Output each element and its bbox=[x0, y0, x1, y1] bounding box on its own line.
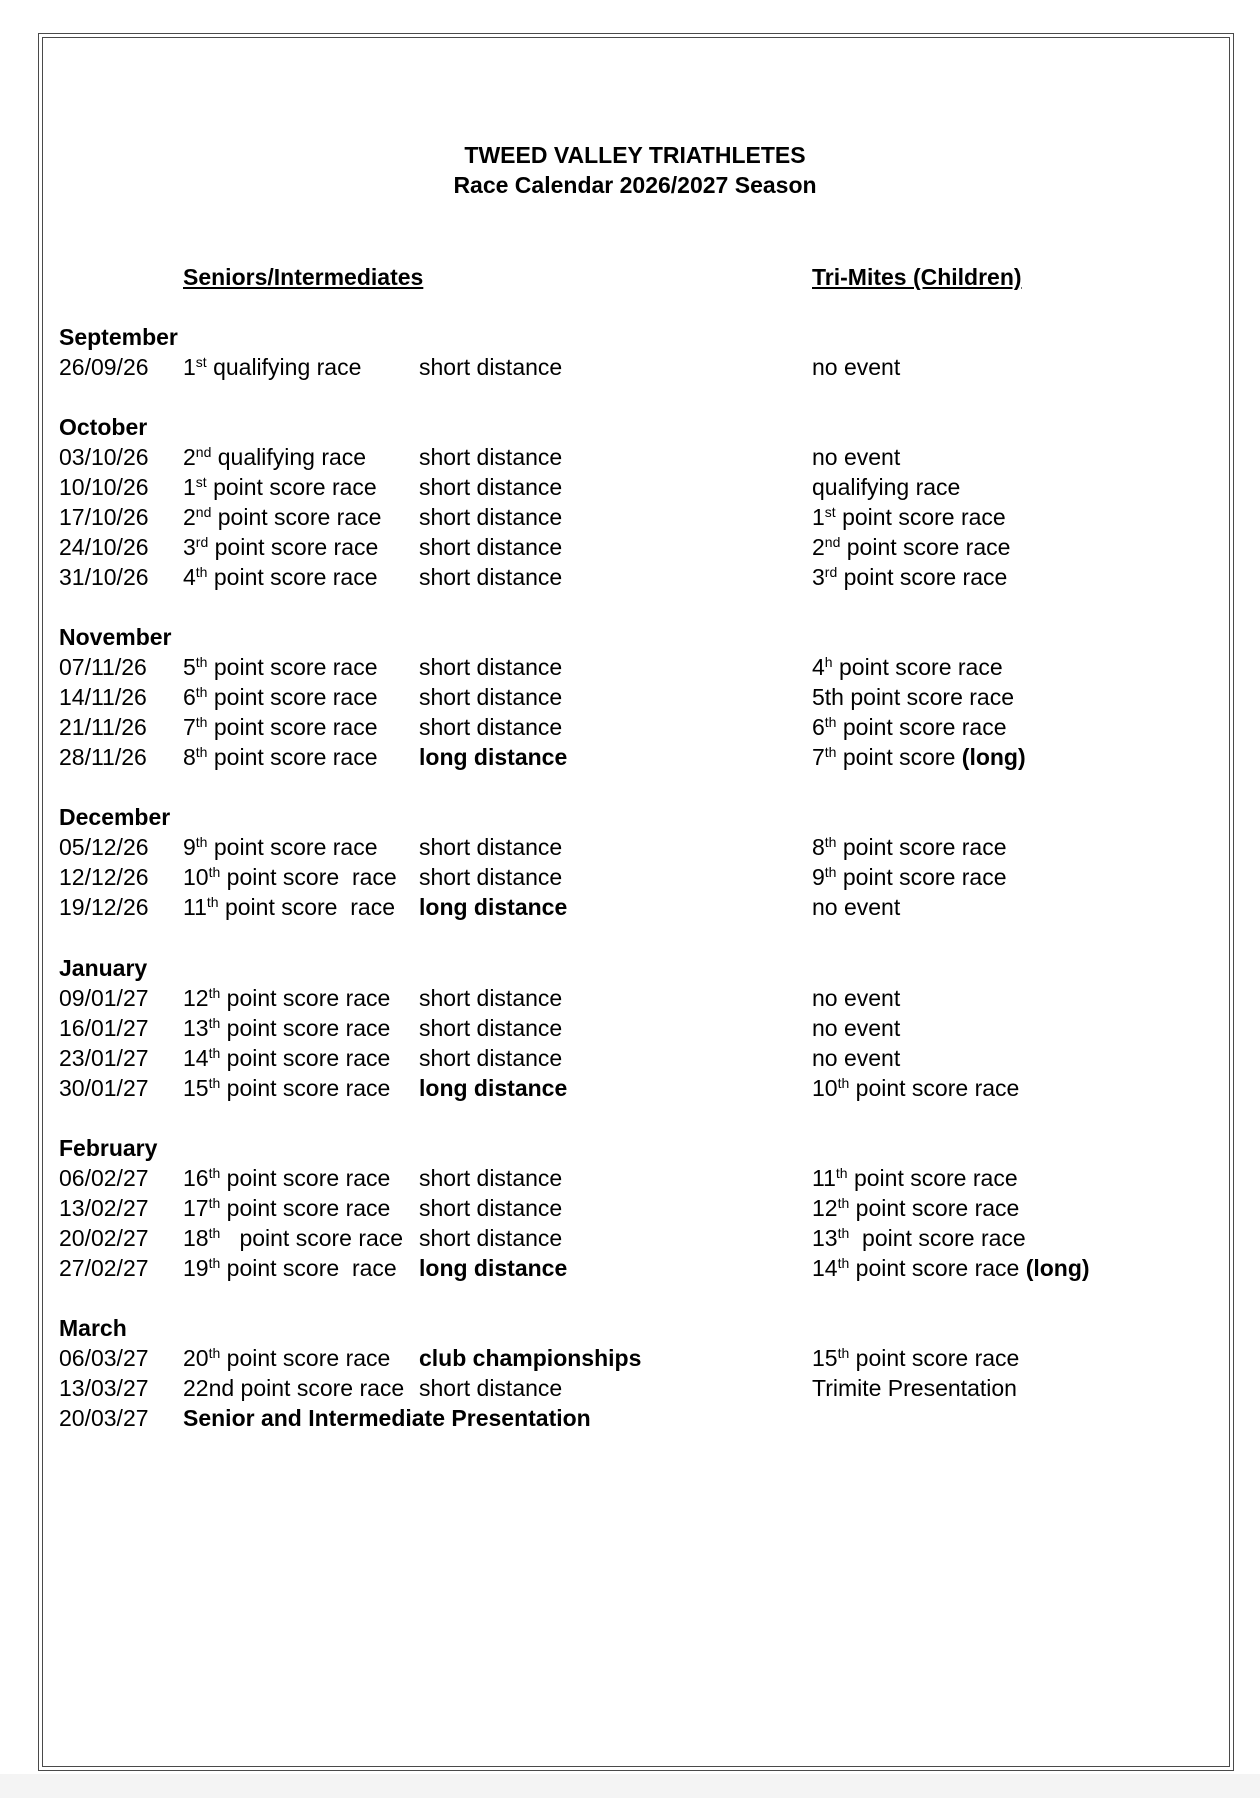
table-row bbox=[0, 1013, 1260, 1043]
senior-event bbox=[183, 502, 381, 532]
senior-event-ordinal: rd bbox=[195, 534, 209, 550]
senior-distance: short distance bbox=[419, 1225, 563, 1251]
senior-distance: short distance bbox=[419, 1045, 563, 1071]
kids-event-number: 7 bbox=[812, 744, 825, 770]
senior-event bbox=[183, 652, 378, 682]
race-date: 19/12/26 bbox=[59, 894, 149, 920]
kids-event bbox=[812, 682, 1014, 712]
senior-distance: club championships bbox=[419, 1345, 642, 1371]
month-heading: September bbox=[59, 324, 178, 350]
senior-event-text: point score race bbox=[220, 1075, 391, 1101]
senior-event-text: point score race bbox=[211, 504, 382, 530]
senior-event-text: point score race bbox=[220, 864, 397, 890]
senior-event-ordinal: th bbox=[195, 744, 208, 760]
race-date: 24/10/26 bbox=[59, 534, 149, 560]
kids-event-text: 5th point score race bbox=[812, 684, 1015, 710]
kids-event-ordinal: th bbox=[837, 1255, 850, 1271]
senior-event-ordinal: th bbox=[208, 1165, 221, 1181]
senior-event-text: point score race bbox=[206, 474, 377, 500]
senior-event-text: point score race bbox=[207, 564, 378, 590]
senior-event bbox=[183, 682, 378, 712]
race-date: 07/11/26 bbox=[59, 654, 147, 680]
race-date: 16/01/27 bbox=[59, 1015, 149, 1041]
table-row bbox=[0, 983, 1260, 1013]
senior-distance: short distance bbox=[419, 684, 563, 710]
senior-event-number: 4 bbox=[183, 564, 196, 590]
kids-event bbox=[812, 832, 1007, 862]
senior-event bbox=[183, 1373, 404, 1403]
senior-event-text: point score race bbox=[207, 714, 378, 740]
senior-event-ordinal: st bbox=[195, 474, 207, 490]
table-row bbox=[0, 1373, 1260, 1403]
table-row bbox=[0, 1223, 1260, 1253]
kids-event-text: point score race bbox=[849, 1195, 1020, 1221]
kids-event bbox=[812, 352, 900, 382]
kids-event bbox=[812, 1013, 900, 1043]
table-row bbox=[0, 352, 1260, 382]
kids-event-number: 3 bbox=[812, 564, 825, 590]
kids-event bbox=[812, 472, 960, 502]
kids-event-ordinal: th bbox=[837, 1345, 850, 1361]
senior-distance: short distance bbox=[419, 864, 563, 890]
senior-event-text: point score race bbox=[220, 1255, 397, 1281]
senior-event-text: point score race bbox=[207, 744, 378, 770]
kids-event-text: qualifying race bbox=[812, 474, 961, 500]
kids-event bbox=[812, 1373, 1017, 1403]
table-row bbox=[0, 1403, 1260, 1433]
kids-event-text: point score race bbox=[849, 1225, 1026, 1251]
kids-event bbox=[812, 1043, 900, 1073]
senior-event-number: 20 bbox=[183, 1345, 209, 1371]
viewer-background bbox=[0, 1774, 1260, 1798]
race-date: 20/03/27 bbox=[59, 1405, 149, 1431]
month-heading: January bbox=[59, 955, 148, 981]
senior-event-text: qualifying race bbox=[211, 444, 367, 470]
senior-event-ordinal: th bbox=[195, 834, 208, 850]
column-header-kids: Tri-Mites (Children) bbox=[812, 264, 1022, 290]
table-row bbox=[0, 1253, 1260, 1283]
kids-event bbox=[812, 712, 1007, 742]
senior-event-text: qualifying race bbox=[206, 354, 362, 380]
kids-event-text: no event bbox=[812, 894, 901, 920]
race-date: 06/03/27 bbox=[59, 1345, 149, 1371]
senior-event-text: point score race bbox=[207, 654, 378, 680]
document-title: TWEED VALLEY TRIATHLETES bbox=[464, 142, 806, 168]
kids-event-number: 13 bbox=[812, 1225, 838, 1251]
senior-event-number: 11 bbox=[183, 894, 207, 920]
kids-event-long-flag: (long) bbox=[1025, 1255, 1090, 1281]
table-row bbox=[0, 862, 1260, 892]
kids-event-ordinal: nd bbox=[824, 534, 841, 550]
senior-distance: short distance bbox=[419, 444, 563, 470]
senior-event bbox=[183, 1073, 390, 1103]
month-heading: December bbox=[59, 804, 171, 830]
kids-event-ordinal: th bbox=[837, 1075, 850, 1091]
senior-event bbox=[183, 442, 366, 472]
senior-event-number: 17 bbox=[183, 1195, 209, 1221]
senior-distance: short distance bbox=[419, 654, 563, 680]
kids-event-text: point score race bbox=[847, 1165, 1018, 1191]
kids-event bbox=[812, 652, 1003, 682]
senior-distance: short distance bbox=[419, 1195, 563, 1221]
senior-event-number: 3 bbox=[183, 534, 196, 560]
senior-event-number: 2 bbox=[183, 504, 196, 530]
table-row bbox=[0, 1343, 1260, 1373]
race-date: 31/10/26 bbox=[59, 564, 149, 590]
senior-distance: short distance bbox=[419, 1165, 563, 1191]
race-date: 23/01/27 bbox=[59, 1045, 149, 1071]
kids-event-number: 15 bbox=[812, 1345, 838, 1371]
senior-event-number: 2 bbox=[183, 444, 196, 470]
kids-event bbox=[812, 1253, 1090, 1283]
senior-distance: long distance bbox=[419, 894, 568, 920]
senior-event-text: point score race bbox=[207, 834, 378, 860]
senior-event-text: point score race bbox=[220, 1165, 391, 1191]
kids-event-text: point score race bbox=[849, 1075, 1020, 1101]
table-row bbox=[0, 1043, 1260, 1073]
senior-event-number: 19 bbox=[183, 1255, 209, 1281]
race-date: 20/02/27 bbox=[59, 1225, 149, 1251]
senior-event-ordinal: th bbox=[195, 654, 208, 670]
race-date: 27/02/27 bbox=[59, 1255, 149, 1281]
senior-event-number: 14 bbox=[183, 1045, 209, 1071]
kids-event-text: no event bbox=[812, 444, 901, 470]
senior-event-text: 22nd point score race bbox=[183, 1375, 405, 1401]
month-heading: November bbox=[59, 624, 172, 650]
month-heading: March bbox=[59, 1315, 127, 1341]
senior-event bbox=[183, 1403, 591, 1433]
senior-event-number: 13 bbox=[183, 1015, 209, 1041]
kids-event bbox=[812, 1343, 1019, 1373]
race-date: 17/10/26 bbox=[59, 504, 149, 530]
race-date: 13/03/27 bbox=[59, 1375, 149, 1401]
senior-event-text: point score race bbox=[220, 1195, 391, 1221]
kids-event-number: 8 bbox=[812, 834, 825, 860]
table-row bbox=[0, 1073, 1260, 1103]
kids-event-number: 10 bbox=[812, 1075, 838, 1101]
document-subtitle: Race Calendar 2026/2027 Season bbox=[453, 172, 817, 198]
table-row bbox=[0, 532, 1260, 562]
senior-event-text: Senior and Intermediate Presentation bbox=[183, 1405, 591, 1431]
senior-event bbox=[183, 1013, 390, 1043]
kids-event-text: point score race bbox=[832, 654, 1003, 680]
kids-event bbox=[812, 442, 900, 472]
table-row bbox=[0, 472, 1260, 502]
senior-event-number: 9 bbox=[183, 834, 196, 860]
senior-event-ordinal: th bbox=[208, 864, 221, 880]
senior-event-number: 5 bbox=[183, 654, 196, 680]
kids-event bbox=[812, 1073, 1019, 1103]
senior-event-number: 15 bbox=[183, 1075, 209, 1101]
race-date: 10/10/26 bbox=[59, 474, 149, 500]
senior-event bbox=[183, 1163, 390, 1193]
kids-event bbox=[812, 1163, 1018, 1193]
race-date: 12/12/26 bbox=[59, 864, 149, 890]
kids-event-text: point score race bbox=[836, 714, 1007, 740]
kids-event-number: 1 bbox=[812, 504, 825, 530]
table-row bbox=[0, 502, 1260, 532]
race-date: 28/11/26 bbox=[59, 744, 147, 770]
senior-event-number: 12 bbox=[183, 985, 209, 1011]
senior-event bbox=[183, 1043, 390, 1073]
table-row bbox=[0, 1163, 1260, 1193]
senior-distance: short distance bbox=[419, 1015, 563, 1041]
kids-event-number: 12 bbox=[812, 1195, 838, 1221]
senior-event-text: point score race bbox=[220, 985, 391, 1011]
senior-event bbox=[183, 1343, 390, 1373]
senior-event-text: point score race bbox=[220, 1225, 404, 1251]
senior-event-ordinal: th bbox=[208, 1195, 221, 1211]
kids-event-ordinal: th bbox=[837, 1225, 850, 1241]
senior-event bbox=[183, 983, 390, 1013]
race-date: 05/12/26 bbox=[59, 834, 149, 860]
kids-event-text: Trimite Presentation bbox=[812, 1375, 1017, 1401]
senior-event-number: 8 bbox=[183, 744, 196, 770]
senior-event-number: 7 bbox=[183, 714, 196, 740]
senior-event-number: 1 bbox=[183, 474, 196, 500]
table-row bbox=[0, 712, 1260, 742]
senior-distance: long distance bbox=[419, 1255, 568, 1281]
table-row bbox=[0, 892, 1260, 922]
race-date: 13/02/27 bbox=[59, 1195, 149, 1221]
senior-event-text: point score race bbox=[220, 1045, 391, 1071]
kids-event-ordinal: th bbox=[824, 744, 837, 760]
race-date: 21/11/26 bbox=[59, 714, 147, 740]
senior-event-text: point score race bbox=[220, 1015, 391, 1041]
senior-event-ordinal: th bbox=[208, 985, 221, 1001]
senior-event bbox=[183, 712, 378, 742]
senior-event-ordinal: th bbox=[208, 1045, 221, 1061]
table-row bbox=[0, 832, 1260, 862]
kids-event bbox=[812, 1193, 1019, 1223]
senior-event bbox=[183, 832, 378, 862]
senior-event bbox=[183, 1223, 403, 1253]
title-block bbox=[0, 140, 1260, 200]
senior-event-text: point score race bbox=[220, 1345, 391, 1371]
kids-event-text: point score race bbox=[849, 1345, 1020, 1371]
kids-event-number: 6 bbox=[812, 714, 825, 740]
senior-event-number: 6 bbox=[183, 684, 196, 710]
month-heading: October bbox=[59, 414, 148, 440]
kids-event-number: 4 bbox=[812, 654, 825, 680]
senior-event-ordinal: th bbox=[208, 1345, 221, 1361]
month-heading: February bbox=[59, 1135, 158, 1161]
kids-event-number: 11 bbox=[812, 1165, 836, 1191]
senior-distance: short distance bbox=[419, 564, 563, 590]
kids-event-text: point score race bbox=[836, 834, 1007, 860]
kids-event-text: point score bbox=[836, 744, 962, 770]
kids-event bbox=[812, 532, 1010, 562]
senior-event-ordinal: nd bbox=[195, 444, 212, 460]
kids-event-number: 14 bbox=[812, 1255, 838, 1281]
senior-event bbox=[183, 1253, 397, 1283]
kids-event bbox=[812, 862, 1007, 892]
senior-event-text: point score race bbox=[207, 684, 378, 710]
kids-event bbox=[812, 983, 900, 1013]
kids-event-ordinal: th bbox=[824, 864, 837, 880]
kids-event bbox=[812, 1223, 1026, 1253]
senior-event bbox=[183, 352, 361, 382]
kids-event-ordinal: th bbox=[824, 714, 837, 730]
senior-event-ordinal: st bbox=[195, 354, 207, 370]
kids-event-number: 9 bbox=[812, 864, 825, 890]
senior-distance: short distance bbox=[419, 534, 563, 560]
kids-event-ordinal: h bbox=[824, 654, 833, 670]
senior-event bbox=[183, 892, 395, 922]
senior-event bbox=[183, 562, 378, 592]
senior-event-number: 16 bbox=[183, 1165, 209, 1191]
kids-event-text: point score race bbox=[837, 564, 1008, 590]
race-date: 06/02/27 bbox=[59, 1165, 149, 1191]
senior-event-number: 18 bbox=[183, 1225, 209, 1251]
senior-distance: short distance bbox=[419, 714, 563, 740]
senior-event-number: 1 bbox=[183, 354, 196, 380]
kids-event-text: point score race bbox=[840, 534, 1011, 560]
kids-event-text: point score race bbox=[835, 504, 1006, 530]
column-header-seniors: Seniors/Intermediates bbox=[183, 264, 424, 290]
senior-event-ordinal: th bbox=[208, 1075, 221, 1091]
senior-distance: long distance bbox=[419, 1075, 568, 1101]
senior-event bbox=[183, 532, 378, 562]
senior-event-ordinal: th bbox=[208, 1015, 221, 1031]
senior-event-ordinal: th bbox=[195, 684, 208, 700]
kids-event-ordinal: rd bbox=[824, 564, 838, 580]
senior-event-ordinal: th bbox=[208, 1255, 221, 1271]
senior-event-ordinal: nd bbox=[195, 504, 212, 520]
senior-event bbox=[183, 472, 377, 502]
kids-event-text: point score race bbox=[836, 864, 1007, 890]
kids-event-text: no event bbox=[812, 985, 901, 1011]
race-date: 26/09/26 bbox=[59, 354, 149, 380]
senior-distance: short distance bbox=[419, 985, 563, 1011]
senior-event-ordinal: th bbox=[195, 564, 208, 580]
senior-distance: short distance bbox=[419, 474, 563, 500]
table-row bbox=[0, 562, 1260, 592]
kids-event-ordinal: th bbox=[824, 834, 837, 850]
senior-event bbox=[183, 862, 397, 892]
race-date: 03/10/26 bbox=[59, 444, 149, 470]
kids-event-long-flag: (long) bbox=[961, 744, 1026, 770]
senior-event bbox=[183, 1193, 390, 1223]
race-date: 30/01/27 bbox=[59, 1075, 149, 1101]
table-row bbox=[0, 442, 1260, 472]
senior-distance: short distance bbox=[419, 354, 563, 380]
kids-event bbox=[812, 892, 900, 922]
table-row bbox=[0, 1193, 1260, 1223]
table-row bbox=[0, 682, 1260, 712]
kids-event-text: no event bbox=[812, 1015, 901, 1041]
senior-event-ordinal: th bbox=[208, 1225, 221, 1241]
senior-event bbox=[183, 742, 378, 772]
senior-distance: short distance bbox=[419, 1375, 563, 1401]
senior-event-ordinal: th bbox=[195, 714, 208, 730]
senior-distance: short distance bbox=[419, 504, 563, 530]
kids-event-text: point score race bbox=[849, 1255, 1026, 1281]
table-row bbox=[0, 742, 1260, 772]
kids-event bbox=[812, 562, 1007, 592]
kids-event bbox=[812, 502, 1006, 532]
senior-distance: long distance bbox=[419, 744, 568, 770]
kids-event-ordinal: st bbox=[824, 504, 836, 520]
senior-distance: short distance bbox=[419, 834, 563, 860]
kids-event bbox=[812, 742, 1026, 772]
race-date: 14/11/26 bbox=[59, 684, 147, 710]
race-date: 09/01/27 bbox=[59, 985, 149, 1011]
kids-event-number: 2 bbox=[812, 534, 825, 560]
table-row bbox=[0, 652, 1260, 682]
senior-event-text: point score race bbox=[208, 534, 379, 560]
senior-event-ordinal: th bbox=[206, 894, 219, 910]
kids-event-ordinal: th bbox=[837, 1195, 850, 1211]
kids-event-text: no event bbox=[812, 354, 901, 380]
kids-event-ordinal: th bbox=[835, 1165, 848, 1181]
kids-event-text: no event bbox=[812, 1045, 901, 1071]
senior-event-text: point score race bbox=[218, 894, 395, 920]
senior-event-number: 10 bbox=[183, 864, 209, 890]
